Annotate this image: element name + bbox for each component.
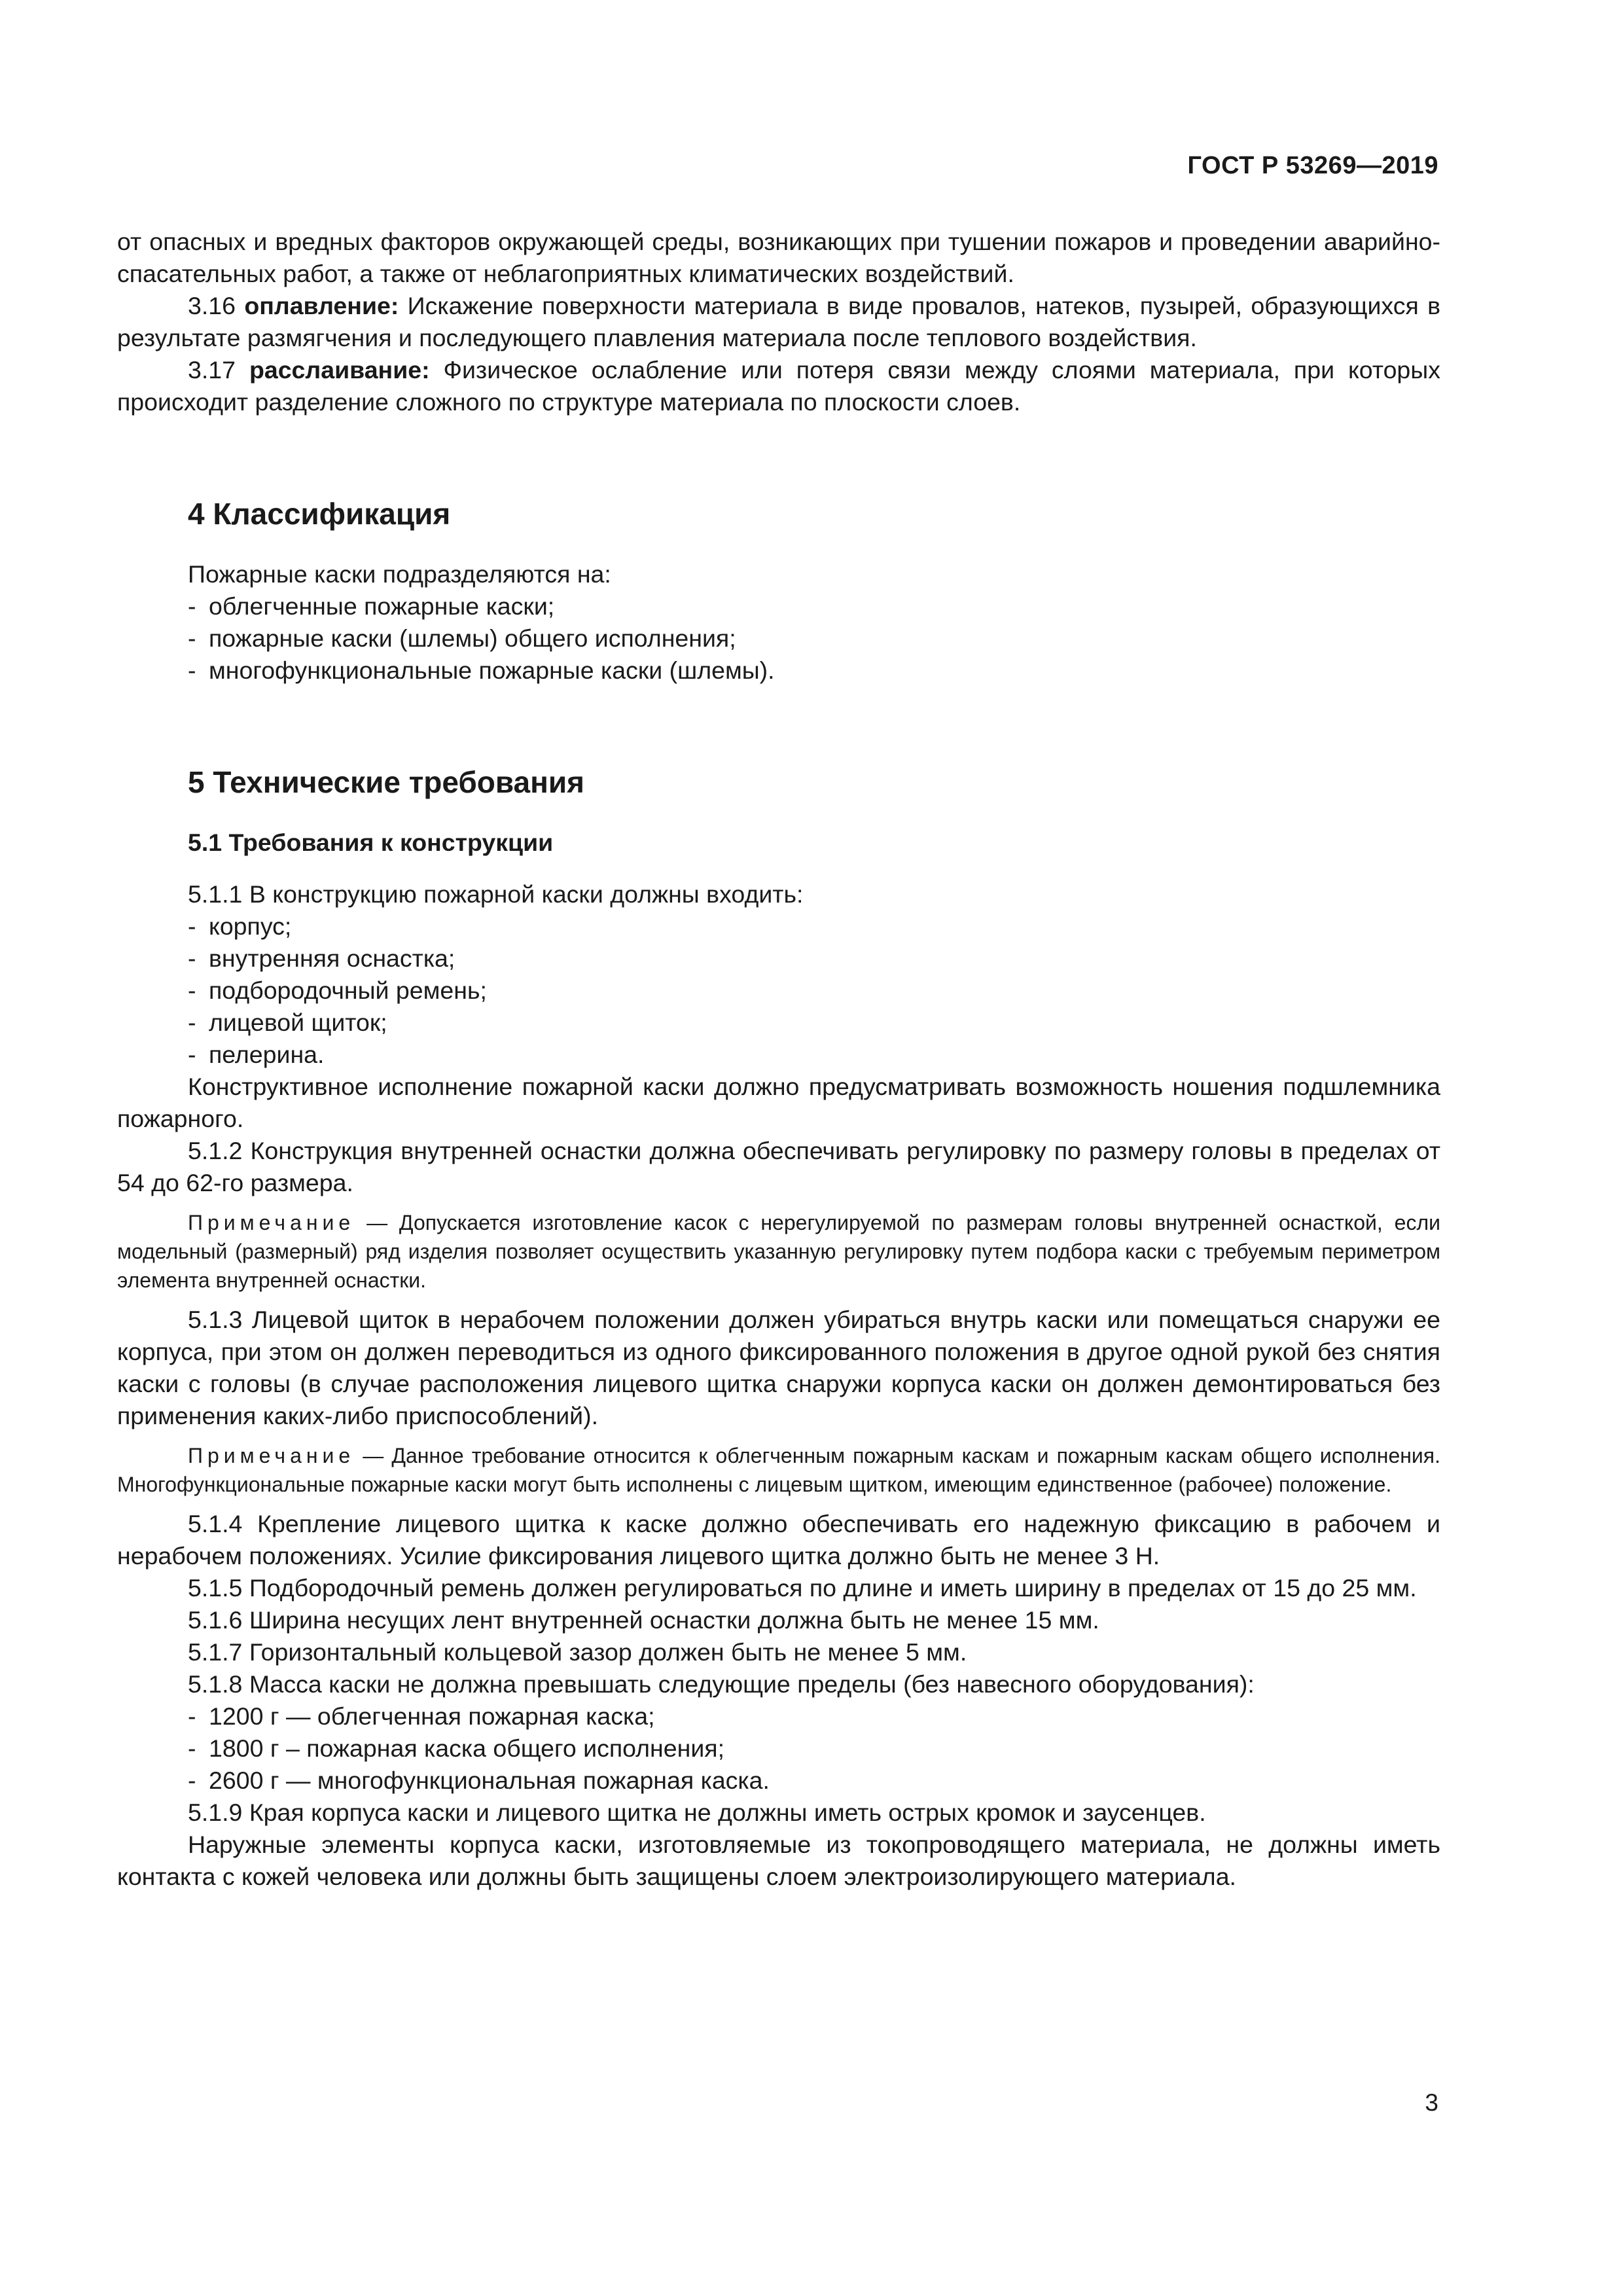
list-item: - пелерина.	[188, 1041, 325, 1068]
list-item: - корпус;	[188, 912, 292, 940]
paragraph-5-1-6: 5.1.6 Ширина несущих лент внутренней оснастки должна быть не менее 15 мм.	[188, 1606, 1099, 1634]
definition-number: 3.17	[188, 356, 236, 384]
definition-term: оплавление:	[244, 292, 399, 319]
paragraph-5-1-9-cont: Наружные элементы корпуса каски, изготовляемые из токопроводящего материала, не должны иметь контакта с кожей человека или должны быть защищены слоем электроизолирующего материала.	[117, 1831, 1440, 1890]
definition-number: 3.16	[188, 292, 236, 319]
page-number: 3	[1425, 2089, 1438, 2116]
definition-text: Искажение поверхности материала в виде провалов, натеков, пузырей, образующихся в результате размягчения и последующего плавления материала после теплового воздействия.	[117, 292, 1441, 351]
continuation-paragraph: от опасных и вредных факторов окружающей среды, возникающих при тушении пожаров и проведении аварийно-спасательных работ, а также от неблагоприятных климатических воздействий.	[117, 228, 1440, 287]
paragraph-5-1-1: 5.1.1 В конструкцию пожарной каски должны входить:	[188, 880, 804, 908]
note-2: Примечание — Данное требование относится к облегченным пожарным каскам и пожарным каскам общего исполнения. Многофункциональные пожарные каски могут быть исполнены с лицевым щитком, имеющим единственное (рабочее) положение.	[117, 1444, 1440, 1496]
document-header-id: ГОСТ Р 53269—2019	[1187, 152, 1438, 179]
list-item: - внутренняя оснастка;	[188, 944, 455, 972]
list-item: - пожарные каски (шлемы) общего исполнения;	[188, 624, 736, 652]
note-1: Примечание — Допускается изготовление касок с нерегулируемой по размерам головы внутренней оснасткой, если модельный (размерный) ряд изделия позволяет осуществить указанную регулировку путем подбора каски с требуемым периметром элемента внутренней оснастки.	[117, 1211, 1440, 1292]
paragraph-5-1-4: 5.1.4 Крепление лицевого щитка к каске должно обеспечивать его надежную фиксацию в рабочем и нерабочем положениях. Усилие фиксирования лицевого щитка должно быть не менее 3 Н.	[117, 1510, 1440, 1570]
paragraph-5-1-2: 5.1.2 Конструкция внутренней оснастки должна обеспечивать регулировку по размеру головы в пределах от 54 до 62-го размера.	[117, 1137, 1440, 1196]
section-4-lead: Пожарные каски подразделяются на:	[188, 560, 611, 588]
list-item: - 1200 г — облегченная пожарная каска;	[188, 1702, 655, 1730]
section-4-title: 4 Классификация	[188, 497, 451, 531]
list-item: - многофункциональные пожарные каски (шлемы).	[188, 656, 775, 684]
paragraph-5-1-5: 5.1.5 Подбородочный ремень должен регулироваться по длине и иметь ширину в пределах от 15 до 25 мм.	[188, 1574, 1417, 1602]
section-5-title: 5 Технические требования	[188, 765, 584, 799]
list-item: - 2600 г — многофункциональная пожарная каска.	[188, 1767, 770, 1794]
paragraph-5-1-1-cont: Конструктивное исполнение пожарной каски должно предусматривать возможность ношения подшлемника пожарного.	[117, 1073, 1440, 1132]
list-item: - облегченные пожарные каски;	[188, 592, 555, 620]
subsection-5-1-title: 5.1 Требования к конструкции	[188, 829, 554, 856]
definition-text: Физическое ослабление или потеря связи между слоями материала, при которых происходит разделение сложного по структуре материала по плоскости слоев.	[117, 356, 1440, 416]
paragraph-5-1-7: 5.1.7 Горизонтальный кольцевой зазор должен быть не менее 5 мм.	[188, 1638, 967, 1666]
note-label: Примечание	[188, 1444, 355, 1467]
list-item: - лицевой щиток;	[188, 1009, 387, 1036]
definition-3-17	[117, 354, 1440, 418]
paragraph-5-1-3: 5.1.3 Лицевой щиток в нерабочем положении должен убираться внутрь каски или помещаться снаружи ее корпуса, при этом он должен переводиться из одного фиксированного положения в другое одной рукой без снятия каски с головы (в случае расположения лицевого щитка снаружи корпуса каски он должен демонтироваться без применения каких-либо приспособлений).	[117, 1306, 1440, 1429]
list-item: - 1800 г – пожарная каска общего исполнения;	[188, 1734, 724, 1762]
paragraph-5-1-9: 5.1.9 Края корпуса каски и лицевого щитка не должны иметь острых кромок и заусенцев.	[188, 1799, 1206, 1826]
note-label: Примечание	[188, 1211, 355, 1234]
list-item: - подбородочный ремень;	[188, 977, 487, 1004]
definition-3-16	[117, 290, 1440, 354]
page-content	[117, 226, 1440, 1893]
paragraph-5-1-8: 5.1.8 Масса каски не должна превышать следующие пределы (без навесного оборудования):	[188, 1670, 1255, 1698]
definition-term: расслаивание:	[249, 356, 430, 384]
